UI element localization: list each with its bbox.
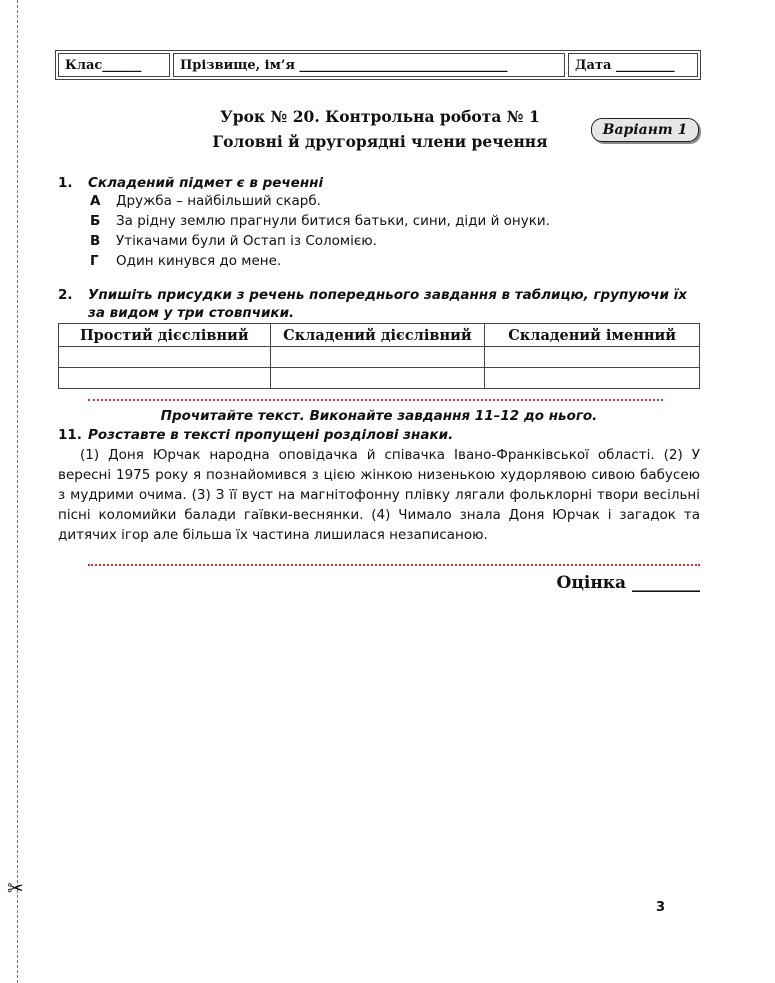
table-cell[interactable]	[485, 368, 700, 389]
dotted-separator	[88, 399, 663, 401]
task2-number: 2.	[58, 287, 73, 303]
option-text: За рідну землю прагнули битися батьки, сини, діди й онуки.	[116, 213, 550, 229]
cut-line	[17, 0, 18, 983]
task11-question: Розставте в тексті пропущені розділові знаки.	[88, 427, 454, 443]
task11-text: (1) Доня Юрчак народна оповідачка й співачка Івано-Франківської області. (2) У вересні 1975 року я познайомився з цією жінкою низенькою худорлявою сивою бабусею з мудрими очима. (3) З її вуст на магнітофонну плівку лягали фольклорні твори весільні пісні коломийки балади гаївки-веснянки. (4) Чимало знала Доня Юрчак і загадок та дитячих ігор але більша їх частина лишилася незаписаною.	[58, 447, 700, 543]
task11-number: 11.	[58, 427, 82, 443]
option-letter: В	[90, 233, 101, 249]
option-text: Дружба – найбільший скарб.	[116, 193, 321, 209]
student-info-header	[55, 50, 701, 80]
scissors-icon: ✂	[7, 876, 24, 900]
date-field[interactable]: Дата _________	[568, 53, 698, 77]
option-letter: А	[90, 193, 101, 209]
option-text: Один кинувся до мене.	[116, 253, 282, 269]
table-cell[interactable]	[59, 347, 271, 368]
class-field[interactable]: Клас______	[58, 53, 170, 77]
column-header-simple: Простий дієслівний	[59, 324, 271, 347]
variant-badge: Варіант 1	[591, 118, 699, 142]
reading-instruction: Прочитайте текст. Виконайте завдання 11–12 до нього.	[160, 408, 598, 424]
table-cell[interactable]	[270, 368, 485, 389]
dotted-separator	[88, 564, 700, 566]
predicates-table	[58, 323, 700, 389]
task1-number: 1.	[58, 175, 73, 191]
task1-question: Складений підмет є в реченні	[88, 175, 324, 191]
option-text: Утікачами були й Остап із Соломією.	[116, 233, 377, 249]
option-letter: Б	[90, 213, 101, 229]
name-field[interactable]: Прізвище, ім’я ________________________________	[173, 53, 565, 77]
table-cell[interactable]	[59, 368, 271, 389]
task2-question-line2: за видом у три стовпчики.	[88, 305, 295, 321]
grade-field[interactable]: Оцінка ________	[556, 573, 700, 593]
column-header-compound-nominal: Складений іменний	[485, 324, 700, 347]
lesson-title: Урок № 20. Контрольна робота № 1	[220, 107, 540, 126]
table-cell[interactable]	[270, 347, 485, 368]
task2-question-line1: Упишіть присудки з речень попереднього завдання в таблицю, групуючи їх	[88, 287, 687, 303]
option-letter: Г	[90, 253, 99, 269]
table-cell[interactable]	[485, 347, 700, 368]
lesson-subtitle: Головні й другорядні члени речення	[212, 132, 548, 151]
page-number: 3	[656, 900, 666, 915]
column-header-compound-verbal: Складений дієслівний	[270, 324, 485, 347]
